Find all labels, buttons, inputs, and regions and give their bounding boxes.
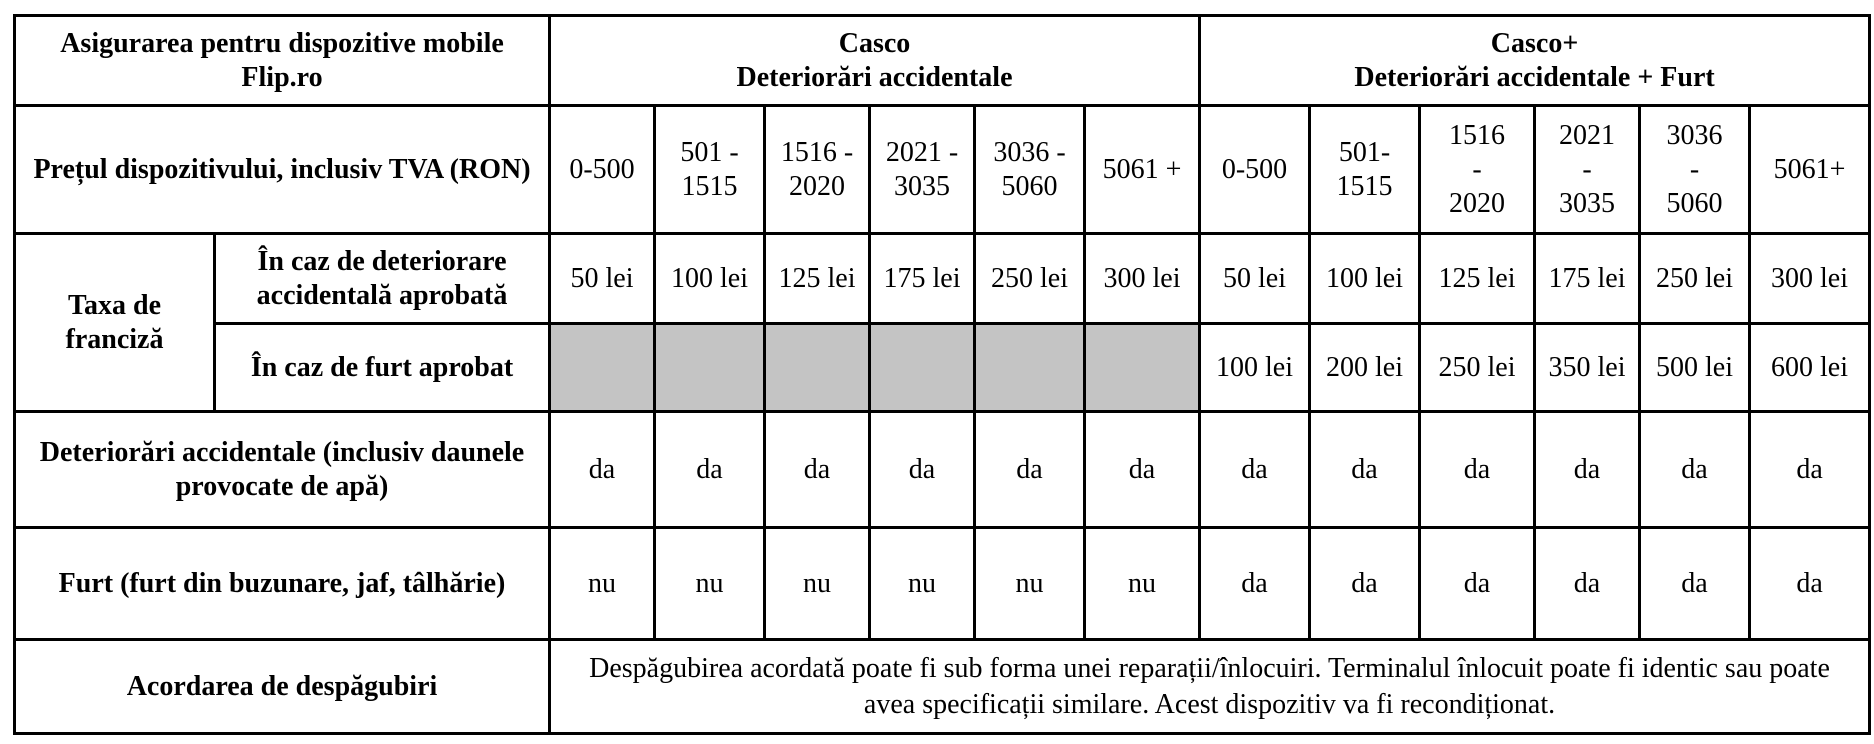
franchise-cell: 100 lei [1200, 324, 1310, 412]
price-range-cell: 1516 - 2020 [1420, 106, 1535, 234]
insurance-comparison-table [13, 14, 1871, 735]
compensation-label: Acordarea de despăgubiri [15, 640, 550, 734]
coverage-cell: da [765, 412, 870, 528]
coverage-cell: da [550, 412, 655, 528]
coverage-cell: da [1750, 528, 1870, 640]
franchise-cell: 175 lei [1535, 234, 1640, 324]
plan-casco-plus-name: Casco+ [1490, 27, 1579, 59]
price-range-cell: 5061+ [1750, 106, 1870, 234]
franchise-theft-row [15, 324, 1870, 412]
plan-casco-header [550, 16, 1200, 106]
compensation-text: Despăgubirea acordată poate fi sub forma unei reparații/înlocuiri. Terminalul înlocuit poate fi identic sau poate avea specificații similare. Acest dispozitiv va fi recondiționat. [550, 640, 1870, 734]
coverage-cell: da [655, 412, 765, 528]
coverage-cell: nu [1085, 528, 1200, 640]
franchise-cell: 50 lei [1200, 234, 1310, 324]
coverage-cell: da [1085, 412, 1200, 528]
not-applicable-cell [1085, 324, 1200, 412]
franchise-cell: 300 lei [1750, 234, 1870, 324]
price-range-cell: 1516 - 2020 [765, 106, 870, 234]
coverage-cell: da [1310, 528, 1420, 640]
franchise-cell: 300 lei [1085, 234, 1200, 324]
price-range-cell: 3036 - 5060 [1640, 106, 1750, 234]
not-applicable-cell [655, 324, 765, 412]
price-range-row [15, 106, 1870, 234]
theft-coverage-label: Furt (furt din buzunare, jaf, tâlhărie) [15, 528, 550, 640]
coverage-cell: nu [765, 528, 870, 640]
coverage-cell: nu [655, 528, 765, 640]
coverage-cell: da [870, 412, 975, 528]
plan-casco-subtitle: Deteriorări accidentale [736, 61, 1013, 93]
franchise-cell: 100 lei [655, 234, 765, 324]
coverage-cell: da [1640, 412, 1750, 528]
coverage-cell: da [975, 412, 1085, 528]
franchise-cell: 250 lei [1640, 234, 1750, 324]
theft-coverage-row [15, 528, 1870, 640]
price-range-cell: 0-500 [1200, 106, 1310, 234]
coverage-cell: da [1535, 528, 1640, 640]
coverage-cell: da [1640, 528, 1750, 640]
coverage-cell: da [1200, 528, 1310, 640]
franchise-damage-label: În caz de deteriorare accidentală aprobată [215, 234, 550, 324]
coverage-cell: nu [550, 528, 655, 640]
franchise-cell: 500 lei [1640, 324, 1750, 412]
franchise-label-cell: Taxa de franciză [15, 234, 215, 412]
franchise-damage-row [15, 234, 1870, 324]
franchise-cell: 50 lei [550, 234, 655, 324]
price-range-cell: 3036 - 5060 [975, 106, 1085, 234]
plan-casco-name: Casco [838, 27, 911, 59]
coverage-cell: da [1420, 412, 1535, 528]
price-range-cell: 501 - 1515 [655, 106, 765, 234]
plan-casco-plus-header [1200, 16, 1870, 106]
franchise-cell: 200 lei [1310, 324, 1420, 412]
franchise-cell: 100 lei [1310, 234, 1420, 324]
franchise-cell: 350 lei [1535, 324, 1640, 412]
plan-casco-plus-subtitle: Deteriorări accidentale + Furt [1354, 61, 1715, 93]
coverage-cell: da [1750, 412, 1870, 528]
coverage-cell: da [1420, 528, 1535, 640]
price-range-cell: 0-500 [550, 106, 655, 234]
not-applicable-cell [870, 324, 975, 412]
coverage-cell: da [1535, 412, 1640, 528]
damage-coverage-row [15, 412, 1870, 528]
franchise-cell: 125 lei [1420, 234, 1535, 324]
franchise-cell: 250 lei [1420, 324, 1535, 412]
table-title-cell: Asigurarea pentru dispozitive mobile Flip.ro [15, 16, 550, 106]
plan-header-row [15, 16, 1870, 106]
compensation-row [15, 640, 1870, 734]
damage-coverage-label: Deteriorări accidentale (inclusiv daunele provocate de apă) [15, 412, 550, 528]
coverage-cell: nu [870, 528, 975, 640]
not-applicable-cell [765, 324, 870, 412]
price-label-cell: Prețul dispozitivului, inclusiv TVA (RON) [15, 106, 550, 234]
franchise-cell: 125 lei [765, 234, 870, 324]
price-range-cell: 2021 - 3035 [870, 106, 975, 234]
not-applicable-cell [550, 324, 655, 412]
coverage-cell: nu [975, 528, 1085, 640]
coverage-cell: da [1200, 412, 1310, 528]
price-range-cell: 2021 - 3035 [1535, 106, 1640, 234]
franchise-cell: 600 lei [1750, 324, 1870, 412]
franchise-cell: 175 lei [870, 234, 975, 324]
coverage-cell: da [1310, 412, 1420, 528]
price-range-cell: 501- 1515 [1310, 106, 1420, 234]
not-applicable-cell [975, 324, 1085, 412]
price-range-cell: 5061 + [1085, 106, 1200, 234]
franchise-cell: 250 lei [975, 234, 1085, 324]
franchise-theft-label: În caz de furt aprobat [215, 324, 550, 412]
